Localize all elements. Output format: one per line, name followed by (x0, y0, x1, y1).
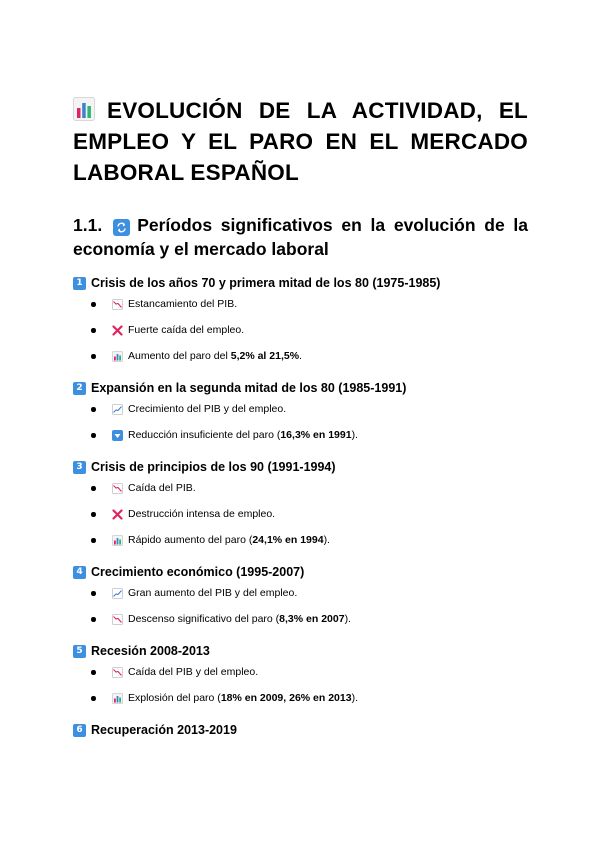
list-item-highlight: 8,3% en 2007 (279, 613, 345, 625)
chart-increasing-icon (112, 404, 123, 415)
keycap-icon: 4 (73, 566, 86, 579)
section-heading (73, 213, 528, 261)
list-item (73, 402, 528, 416)
period-section (73, 459, 528, 547)
cross-mark-icon (112, 509, 123, 520)
bar-chart-icon (112, 693, 123, 704)
chart-decreasing-icon (112, 299, 123, 310)
list-item-lead: Fuerte caída del empleo. (128, 324, 245, 336)
repeat-icon (113, 219, 130, 236)
document-page (73, 95, 528, 738)
keycap-icon: 1 (73, 277, 86, 290)
section-heading-text: Períodos significativos en la evolución de la economía y el mercado laboral (73, 215, 528, 259)
bullet-icon (91, 433, 96, 438)
period-title (73, 275, 528, 291)
period-section (73, 564, 528, 626)
period-section (73, 643, 528, 705)
chart-decreasing-icon (112, 483, 123, 494)
period-section (73, 380, 528, 442)
period-title (73, 380, 528, 396)
bullet-icon (91, 696, 96, 701)
bullet-icon (91, 486, 96, 491)
period-title (73, 643, 528, 659)
page-title-text: EVOLUCIÓN DE LA ACTIVIDAD, EL EMPLEO Y EL PARO EN EL MERCADO LABORAL ESPAÑOL (73, 98, 528, 185)
list-item-tail: ). (323, 534, 330, 546)
list-item-highlight: 18% en 2009, 26% en 2013 (220, 692, 352, 704)
period-title (73, 459, 528, 475)
list-item-text (128, 507, 275, 521)
bar-chart-icon (112, 535, 123, 546)
period-title-text: Expansión en la segunda mitad de los 80 (1985-1991) (91, 381, 407, 395)
list-item-highlight: 5,2% al 21,5% (230, 350, 300, 362)
list-item-tail: . (299, 350, 302, 362)
period-title (73, 722, 528, 738)
period-title (73, 564, 528, 580)
list-item-lead: Reducción insuficiente del paro ( (128, 429, 281, 441)
bullet-icon (91, 670, 96, 675)
bullet-icon (91, 328, 96, 333)
list-item (73, 586, 528, 600)
period-bullet-list (73, 665, 528, 705)
bullet-icon (91, 407, 96, 412)
list-item-lead: Destrucción intensa de empleo. (128, 508, 276, 520)
bullet-icon (91, 302, 96, 307)
list-item-tail: ). (351, 692, 358, 704)
bar-chart-icon (112, 351, 123, 362)
down-button-icon (112, 430, 123, 441)
list-item-text (128, 297, 237, 311)
list-item-text (128, 691, 358, 705)
list-item (73, 533, 528, 547)
chart-increasing-icon (112, 588, 123, 599)
bullet-icon (91, 512, 96, 517)
list-item (73, 481, 528, 495)
list-item-text (128, 481, 196, 495)
period-title-text: Recuperación 2013-2019 (91, 723, 237, 737)
list-item (73, 507, 528, 521)
period-title-text: Crisis de los años 70 y primera mitad de los 80 (1975-1985) (91, 276, 441, 290)
list-item (73, 428, 528, 442)
list-item-text (128, 533, 330, 547)
period-bullet-list (73, 297, 528, 363)
list-item-lead: Aumento del paro del (128, 350, 231, 362)
list-item (73, 349, 528, 363)
list-item (73, 323, 528, 337)
list-item-text (128, 323, 244, 337)
list-item-lead: Gran aumento del PIB y del empleo. (128, 587, 298, 599)
chart-decreasing-icon (112, 614, 123, 625)
list-item (73, 612, 528, 626)
list-item-tail: ). (344, 613, 351, 625)
bullet-icon (91, 617, 96, 622)
period-bullet-list (73, 402, 528, 442)
period-section (73, 275, 528, 363)
list-item (73, 691, 528, 705)
list-item-text (128, 402, 286, 416)
list-item-lead: Rápido aumento del paro ( (128, 534, 253, 546)
keycap-icon: 6 (73, 724, 86, 737)
list-item-text (128, 665, 258, 679)
list-item-text (128, 586, 297, 600)
list-item-lead: Caída del PIB y del empleo. (128, 666, 259, 678)
periods-list (73, 275, 528, 738)
bullet-icon (91, 591, 96, 596)
list-item-text (128, 349, 302, 363)
bullet-icon (91, 354, 96, 359)
bar-chart-icon (73, 97, 95, 121)
period-section (73, 722, 528, 738)
period-title-text: Crecimiento económico (1995-2007) (91, 565, 305, 579)
list-item (73, 297, 528, 311)
list-item-lead: Descenso significativo del paro ( (128, 613, 280, 625)
bullet-icon (91, 538, 96, 543)
list-item-text (128, 612, 351, 626)
period-bullet-list (73, 481, 528, 547)
list-item (73, 665, 528, 679)
period-title-text: Crisis de principios de los 90 (1991-1994) (91, 460, 336, 474)
period-bullet-list (73, 586, 528, 626)
list-item-highlight: 16,3% en 1991 (280, 429, 352, 441)
list-item-lead: Crecimiento del PIB y del empleo. (128, 403, 287, 415)
keycap-icon: 2 (73, 382, 86, 395)
list-item-lead: Caída del PIB. (128, 482, 196, 494)
list-item-lead: Estancamiento del PIB. (128, 298, 238, 310)
list-item-lead: Explosión del paro ( (128, 692, 221, 704)
cross-mark-icon (112, 325, 123, 336)
period-title-text: Recesión 2008-2013 (91, 644, 210, 658)
keycap-icon: 3 (73, 461, 86, 474)
chart-decreasing-icon (112, 667, 123, 678)
list-item-text (128, 428, 358, 442)
section-number: 1.1. (73, 215, 103, 235)
page-title (73, 95, 528, 188)
list-item-tail: ). (351, 429, 358, 441)
keycap-icon: 5 (73, 645, 86, 658)
list-item-highlight: 24,1% en 1994 (252, 534, 324, 546)
